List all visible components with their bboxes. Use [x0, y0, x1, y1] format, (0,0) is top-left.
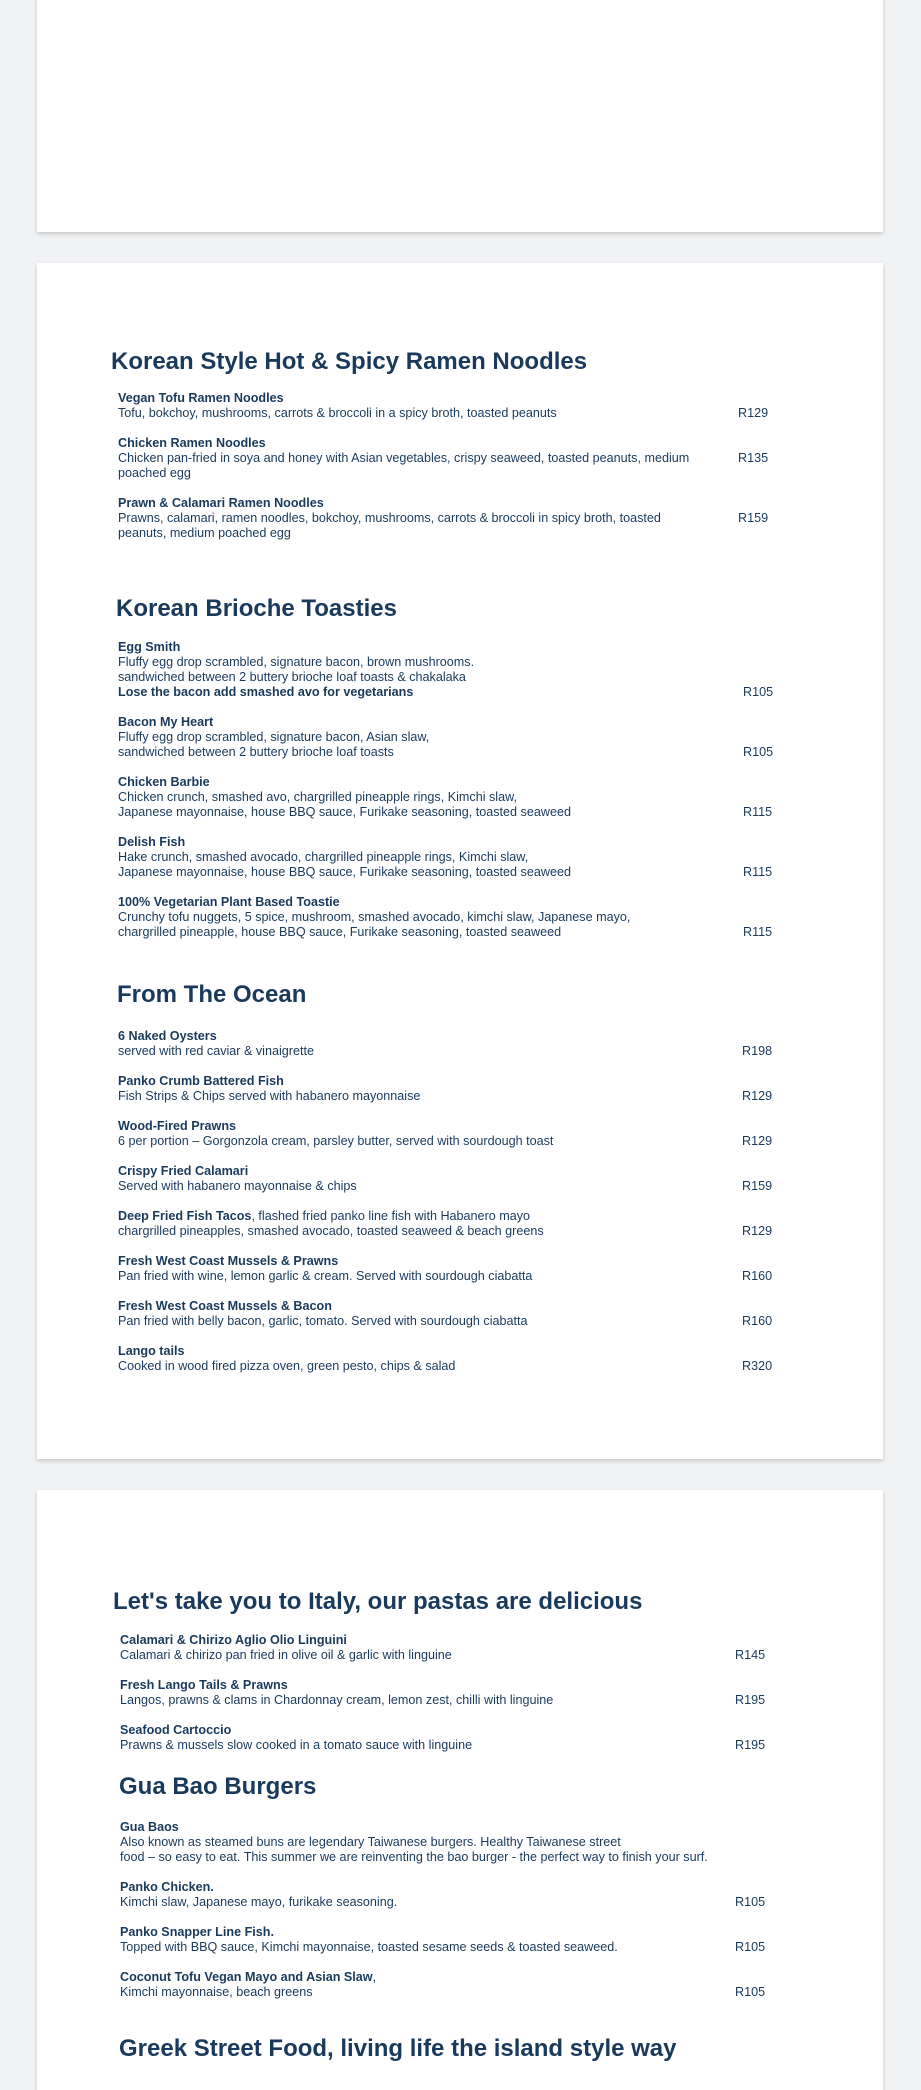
item-price: R159	[738, 511, 769, 525]
item-price: R195	[735, 1693, 766, 1707]
item-name: Vegan Tofu Ramen Noodles	[118, 391, 284, 405]
item-name: Crispy Fried Calamari	[118, 1164, 249, 1178]
toasties-items	[118, 640, 836, 955]
item-name: Delish Fish	[118, 835, 186, 849]
menu-item	[118, 1299, 837, 1329]
item-description: Topped with BBQ sauce, Kimchi mayonnaise, toasted sesame seeds & toasted seaweed.	[120, 1940, 618, 1954]
ramen-section	[111, 348, 831, 540]
menu-item	[118, 835, 836, 880]
menu-item	[120, 1880, 839, 1910]
pasta-items	[120, 1633, 833, 1768]
menu-item	[120, 1723, 833, 1753]
item-heading	[120, 1970, 839, 1985]
item-price: R105	[735, 1895, 766, 1909]
item-price: R129	[742, 1134, 773, 1148]
section-title: Korean Brioche Toasties	[116, 595, 397, 622]
item-description: Also known as steamed buns are legendary Taiwanese burgers. Healthy Taiwanese street food – so easy to eat. This summer we are reinventing the bao burger - the perfect way to finish your surf.	[120, 1835, 708, 1864]
pasta-section	[113, 1588, 833, 1752]
item-description: Fluffy egg drop scrambled, signature bacon, Asian slaw, sandwiched between 2 buttery brioche loaf toasts	[118, 730, 430, 759]
item-price: R115	[743, 865, 773, 879]
item-description: served with red caviar & vinaigrette	[118, 1044, 314, 1058]
item-description: Calamari & chirizo pan fried in olive oil & garlic with linguine	[120, 1648, 452, 1662]
item-name-suffix: , flashed fried panko line fish with Habanero mayo	[251, 1209, 531, 1223]
item-price: R105	[743, 685, 774, 699]
item-price: R159	[742, 1179, 773, 1193]
item-description: 6 per portion – Gorgonzola cream, parsley butter, served with sourdough toast	[118, 1134, 554, 1148]
menu-item	[120, 1820, 839, 1865]
item-name: Panko Snapper Line Fish.	[120, 1925, 274, 1939]
item-price: R105	[743, 745, 774, 759]
item-description: Fish Strips & Chips served with habanero mayonnaise	[118, 1089, 421, 1103]
item-description: Cooked in wood fired pizza oven, green pesto, chips & salad	[118, 1359, 456, 1373]
item-name: 6 Naked Oysters	[118, 1029, 217, 1043]
item-description: Served with habanero mayonnaise & chips	[118, 1179, 357, 1193]
item-price: R115	[743, 805, 773, 819]
menu-item	[118, 1074, 837, 1104]
item-price: R105	[735, 1985, 766, 1999]
item-price: R129	[742, 1089, 773, 1103]
item-price: R320	[742, 1359, 773, 1373]
menu-item	[118, 895, 836, 940]
menu-item	[118, 1254, 837, 1284]
item-description: Tofu, bokchoy, mushrooms, carrots & broccoli in a spicy broth, toasted peanuts	[118, 406, 557, 420]
item-price: R195	[735, 1738, 766, 1752]
toasties-section	[116, 595, 836, 939]
item-note: Lose the bacon add smashed avo for vegetarians	[118, 685, 414, 699]
item-name: Fresh West Coast Mussels & Prawns	[118, 1254, 339, 1268]
ocean-items	[118, 1029, 837, 1389]
item-name: Deep Fried Fish Tacos	[118, 1209, 252, 1223]
greek-section	[119, 2035, 879, 2063]
item-name: Chicken Barbie	[118, 775, 210, 789]
item-name: Bacon My Heart	[118, 715, 214, 729]
item-name: Lango tails	[118, 1344, 185, 1358]
item-name: Panko Crumb Battered Fish	[118, 1074, 284, 1088]
item-price: R135	[738, 451, 769, 465]
item-name: Coconut Tofu Vegan Mayo and Asian Slaw	[120, 1970, 373, 1984]
item-description: Fluffy egg drop scrambled, signature bacon, brown mushrooms. sandwiched between 2 buttery brioche loaf toasts & chakalaka	[118, 655, 475, 684]
item-name-suffix: ,	[372, 1970, 377, 1984]
item-description: Kimchi slaw, Japanese mayo, furikake seasoning.	[120, 1895, 398, 1909]
item-description: Chicken pan-fried in soya and honey with Asian vegetables, crispy seaweed, toasted peanuts, medium poached egg	[118, 451, 690, 480]
item-price: R129	[738, 406, 769, 420]
menu-item	[120, 1678, 833, 1708]
menu-item	[120, 1970, 839, 2000]
item-description: Langos, prawns & clams in Chardonnay cream, lemon zest, chilli with linguine	[120, 1693, 554, 1707]
guabao-items	[120, 1820, 839, 2015]
menu-page-2	[37, 263, 883, 1459]
item-price: R160	[742, 1314, 773, 1328]
ocean-section	[117, 981, 837, 1373]
section-title: Gua Bao Burgers	[119, 1773, 317, 1800]
menu-item	[118, 1029, 837, 1059]
item-name: Wood-Fired Prawns	[118, 1119, 237, 1133]
item-description: chargrilled pineapples, smashed avocado, toasted seaweed & beach greens	[118, 1224, 544, 1238]
item-price: R105	[735, 1940, 766, 1954]
item-description: Crunchy tofu nuggets, 5 spice, mushroom, smashed avocado, kimchi slaw, Japanese mayo, chargrilled pineapple, house BBQ sauce, Furikake seasoning, toasted seaweed	[118, 910, 631, 939]
menu-item	[118, 715, 836, 760]
item-name: Chicken Ramen Noodles	[118, 436, 266, 450]
item-name: Fresh Lango Tails & Prawns	[120, 1678, 288, 1692]
menu-item	[118, 391, 831, 421]
menu-item	[118, 1344, 837, 1374]
item-price: R198	[742, 1044, 773, 1058]
item-name: 100% Vegetarian Plant Based Toastie	[118, 895, 340, 909]
section-title: Korean Style Hot & Spicy Ramen Noodles	[111, 348, 588, 375]
item-price: R129	[742, 1224, 773, 1238]
menu-item	[118, 1119, 837, 1149]
item-description: Chicken crunch, smashed avo, chargrilled pineapple rings, Kimchi slaw, Japanese mayonnaise, house BBQ sauce, Furikake seasoning, toasted seaweed	[118, 790, 571, 819]
menu-item	[120, 1633, 833, 1663]
menu-page-1	[37, 0, 883, 232]
ramen-items	[118, 391, 831, 556]
menu-item	[118, 640, 836, 700]
menu-item	[118, 1164, 837, 1194]
item-name: Egg Smith	[118, 640, 181, 654]
menu-item	[118, 775, 836, 820]
item-name: Prawn & Calamari Ramen Noodles	[118, 496, 324, 510]
section-title: From The Ocean	[117, 981, 307, 1008]
item-price: R145	[735, 1648, 766, 1662]
item-name: Panko Chicken.	[120, 1880, 214, 1894]
item-name: Calamari & Chirizo Aglio Olio Linguini	[120, 1633, 347, 1647]
menu-item	[120, 1925, 839, 1955]
item-name: Seafood Cartoccio	[120, 1723, 232, 1737]
menu-item	[118, 436, 831, 481]
item-price: R115	[743, 925, 773, 939]
item-price: R160	[742, 1269, 773, 1283]
section-title: Greek Street Food, living life the island style way	[119, 2035, 677, 2062]
item-name: Gua Baos	[120, 1820, 179, 1834]
item-description: Prawns & mussels slow cooked in a tomato sauce with linguine	[120, 1738, 473, 1752]
item-name: Fresh West Coast Mussels & Bacon	[118, 1299, 332, 1313]
item-description: Hake crunch, smashed avocado, chargrilled pineapple rings, Kimchi slaw, Japanese mayonnaise, house BBQ sauce, Furikake seasoning, toasted seaweed	[118, 850, 571, 879]
section-title: Let's take you to Italy, our pastas are delicious	[113, 1588, 643, 1615]
item-description: Kimchi mayonnaise, beach greens	[120, 1985, 313, 1999]
item-description: Prawns, calamari, ramen noodles, bokchoy, mushrooms, carrots & broccoli in spicy broth, toasted peanuts, medium poached egg	[118, 511, 661, 540]
item-description: Pan fried with wine, lemon garlic & cream. Served with sourdough ciabatta	[118, 1269, 533, 1283]
menu-page-3	[37, 1490, 883, 2090]
menu-item	[118, 496, 831, 541]
guabao-section	[119, 1773, 839, 1999]
item-heading	[118, 1209, 837, 1224]
item-description: Pan fried with belly bacon, garlic, tomato. Served with sourdough ciabatta	[118, 1314, 528, 1328]
menu-item	[118, 1209, 837, 1239]
